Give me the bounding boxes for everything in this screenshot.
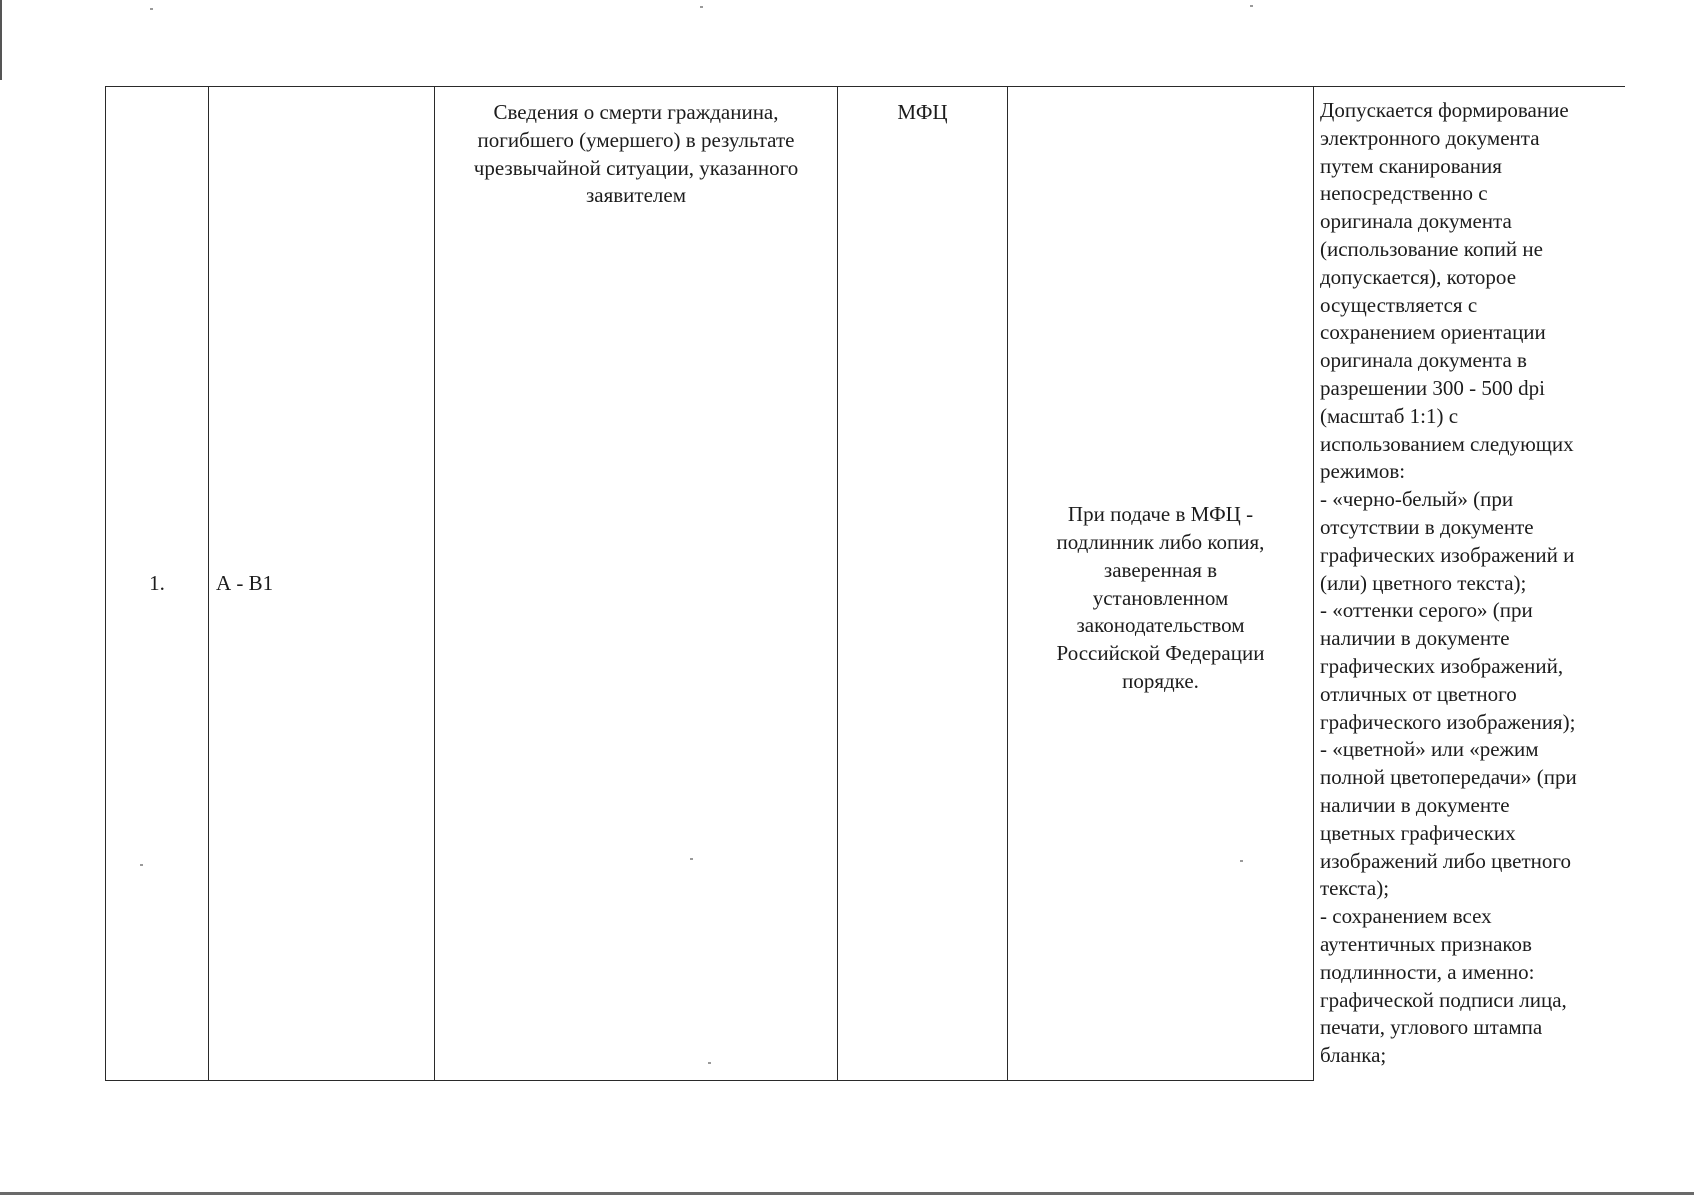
scan-speck — [150, 8, 153, 10]
requirements-line: электронного документа — [1320, 125, 1540, 150]
document-form-line: законодательством — [1076, 613, 1245, 638]
requirements-line: непосредственно с — [1320, 181, 1488, 206]
requirements-line: печати, углового штампа — [1320, 1015, 1543, 1040]
requirements-line: - «оттенки серого» (при — [1320, 598, 1533, 623]
requirements-line: оригинала документа — [1320, 209, 1512, 234]
requirements-line: (или) цветного текста); — [1320, 570, 1527, 595]
document-form — [1041, 501, 1281, 696]
requirements-line: - сохранением всех — [1320, 904, 1492, 929]
document-form-line: подлинник либо копия, — [1056, 530, 1265, 554]
requirements-line: использованием следующих — [1320, 431, 1574, 456]
document-name-line: чрезвычайной ситуации, указанного — [473, 155, 799, 180]
requirements-line: отличных от цветного — [1320, 681, 1517, 706]
requirements-line: путем сканирования — [1320, 153, 1502, 178]
requirements-line: изображений либо цветного — [1320, 848, 1571, 873]
document-form-line: При подаче в МФЦ - — [1067, 502, 1254, 527]
requirements-line: оригинала документа в — [1320, 348, 1527, 373]
requirements-line: сохранением ориентации — [1320, 320, 1546, 345]
requirements-line: (масштаб 1:1) с — [1320, 403, 1459, 428]
requirements-line: наличии в документе — [1320, 626, 1510, 651]
document-name — [444, 99, 828, 210]
scan-edge — [0, 0, 2, 80]
requirements-line: разрешении 300 - 500 dpi — [1320, 375, 1545, 400]
document-name-line: Сведения о смерти гражданина, — [493, 100, 779, 124]
requirements-line: графической подписи лица, — [1320, 987, 1567, 1012]
row-number-cell — [106, 87, 209, 1081]
document-source-cell — [838, 87, 1008, 1081]
document-form-line: заверенная в — [1103, 557, 1218, 582]
scan-speck — [1250, 5, 1253, 7]
requirements-line: аутентичных признаков — [1320, 931, 1532, 956]
requirements-line: осуществляется с — [1320, 292, 1478, 317]
scan-speck — [700, 6, 703, 8]
document-table — [105, 86, 1625, 1081]
requirements-line: Допускается формирование — [1320, 98, 1569, 122]
requirements-line: бланка; — [1320, 1043, 1387, 1068]
document-form-line: установленном — [1092, 585, 1229, 610]
requirements-line: подлинности, а именно: — [1320, 959, 1535, 984]
requirements-line: полной цветопередачи» (при — [1320, 765, 1577, 790]
document-form-line: порядке. — [1122, 668, 1199, 693]
requirements-line: режимов: — [1320, 459, 1406, 484]
requirements-line: текста); — [1320, 876, 1390, 901]
requirements-cell — [1314, 87, 1626, 1081]
document-name-cell — [435, 87, 838, 1081]
document-name-line: заявителем — [585, 183, 687, 208]
requirements-line: - «черно-белый» (при — [1320, 487, 1514, 512]
requirements-line: (использование копий не — [1320, 236, 1543, 261]
requirements-line: - «цветной» или «режим — [1320, 737, 1539, 762]
row-number: 1. — [149, 570, 165, 595]
requirements-line: допускается), которое — [1320, 264, 1517, 289]
requirements-line: цветных графических — [1320, 820, 1516, 845]
scan-bottom-line — [0, 1192, 1694, 1195]
requirements-text — [1320, 97, 1625, 1070]
requirements-line: наличии в документе — [1320, 792, 1510, 817]
document-form-cell — [1008, 87, 1314, 1081]
document-name-line: погибшего (умершего) в результате — [477, 127, 795, 152]
requirements-line: отсутствии в документе — [1320, 514, 1534, 539]
requirements-line: графического изображения); — [1320, 709, 1576, 734]
document-source: МФЦ — [897, 100, 948, 124]
requirements-line: графических изображений и — [1320, 542, 1575, 567]
requirements-line: графических изображений, — [1320, 653, 1564, 678]
document-form-line: Российской Федерации — [1056, 641, 1265, 666]
document-code-cell — [209, 87, 435, 1081]
document-code: А - В1 — [216, 570, 274, 595]
table-row — [106, 87, 1626, 1081]
